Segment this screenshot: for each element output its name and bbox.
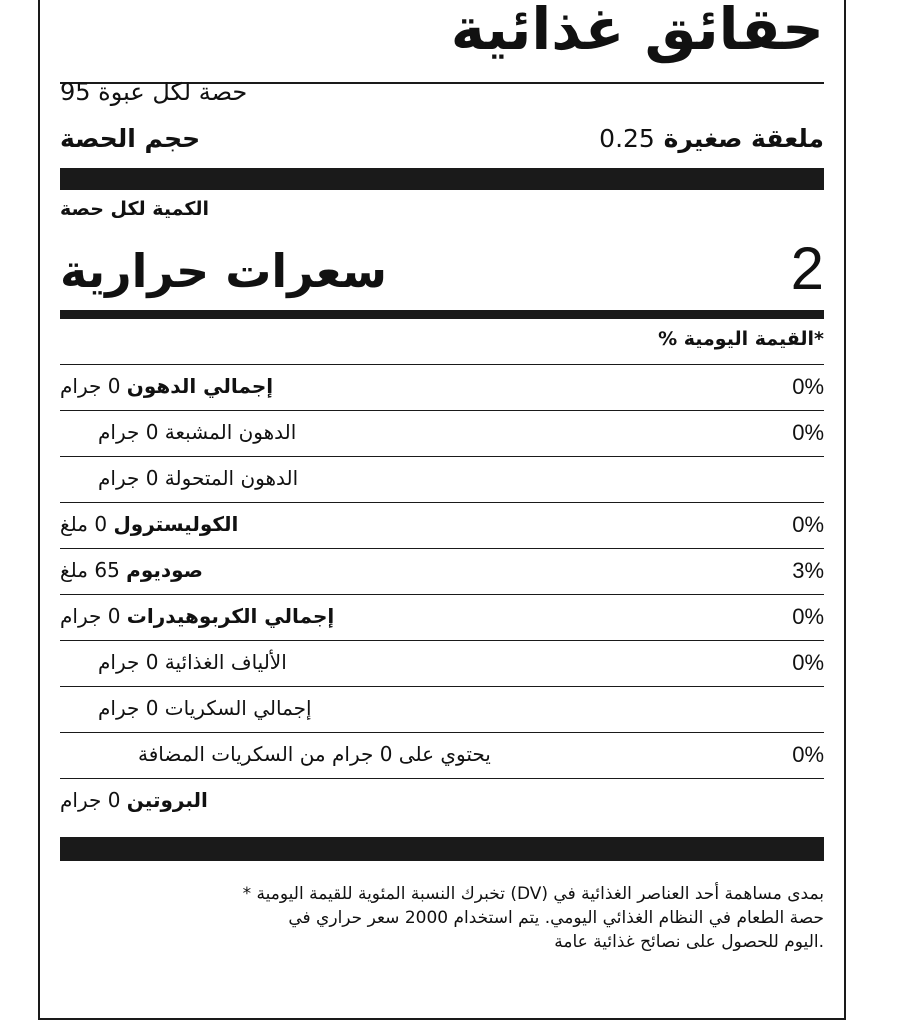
nutrient-label [138,742,491,766]
nutrient-amount: 0 جرام [98,650,159,674]
nutrient-row-dietary-fiber [60,641,824,687]
nutrient-name: الألياف الغذائية [164,650,287,674]
nutrient-row-total-fat [60,365,824,411]
nutrient-amount: 0 ملغ [60,512,108,536]
nutrient-row-added-sugars [60,733,824,779]
nutrient-amount: 65 ملغ [60,558,120,582]
nutrient-row-trans-fat [60,457,824,503]
nutrient-label [60,374,273,398]
nutrient-name: يحتوي على 0 جرام من السكريات المضافة [138,742,491,766]
nutrient-name: الكوليسترول [113,512,239,536]
nutrient-row-cholesterol [60,503,824,549]
nutrient-amount: 0 جرام [98,696,159,720]
nutrient-dv: 0% [792,650,824,675]
nutrient-amount: 0 جرام [98,466,159,490]
amount-per-serving: الكمية لكل حصة [60,198,210,220]
label-title: حقائق غذائية [450,0,824,63]
nutrient-row-total-sugars [60,687,824,733]
nutrient-label [98,650,287,674]
nutrient-name: البروتين [126,788,208,812]
nutrient-label [98,420,296,444]
thick-divider [60,168,824,190]
calories-value: 2 [790,235,824,302]
nutrient-name: إجمالي الدهون [126,374,274,398]
nutrient-dv: 0% [792,512,824,537]
medium-divider [60,310,824,319]
nutrient-dv: 0% [792,604,824,629]
nutrient-amount: 0 جرام [98,420,159,444]
footnote-line: حصة الطعام في النظام الغذائي اليومي. يتم استخدام 2000 سعر حراري في [288,908,824,928]
nutrient-name: الدهون المتحولة [164,466,299,490]
serving-size-unit: ملعقة صغيرة [663,124,824,153]
label-content [60,0,824,1018]
nutrient-dv: 0% [792,742,824,767]
nutrient-amount: 0 جرام [60,788,121,812]
nutrient-dv: 0% [792,420,824,445]
serving-size-value [599,124,824,153]
nutrient-name: الدهون المشبعة [164,420,297,444]
nutrient-label [98,466,298,490]
nutrient-name: إجمالي الكربوهيدرات [126,604,335,628]
serving-size-number: 0.25 [599,124,655,153]
footnote-line: .اليوم للحصول على نصائح غذائية عامة [554,932,824,952]
footnote-line: بمدى مساهمة أحد العناصر الغذائية في (DV) تخبرك النسبة المئوية للقيمة اليومية * [242,884,824,904]
nutrition-facts-label [38,0,846,1020]
nutrient-name: إجمالي السكريات [164,696,312,720]
nutrient-label [60,558,203,582]
servings-per-container: حصة لكل عبوة 95 [60,78,248,106]
nutrient-row-saturated-fat [60,411,824,457]
nutrient-label [60,512,238,536]
nutrient-label [60,604,334,628]
nutrient-row-sodium [60,549,824,595]
calories-label: سعرات حرارية [60,244,388,298]
nutrient-label [60,788,208,812]
daily-value-footnote [60,882,824,954]
nutrient-row-protein [60,779,824,825]
nutrient-amount: 0 جرام [60,604,121,628]
daily-value-header: *القيمة اليومية % [658,328,824,350]
serving-size-label: حجم الحصة [60,124,201,153]
nutrient-label [98,696,312,720]
thick-divider [60,837,824,861]
nutrient-dv: 3% [792,558,824,583]
nutrient-amount: 0 جرام [60,374,121,398]
nutrient-dv: 0% [792,374,824,399]
nutrient-row-total-carbohydrate [60,595,824,641]
nutrient-name: صوديوم [126,558,203,582]
